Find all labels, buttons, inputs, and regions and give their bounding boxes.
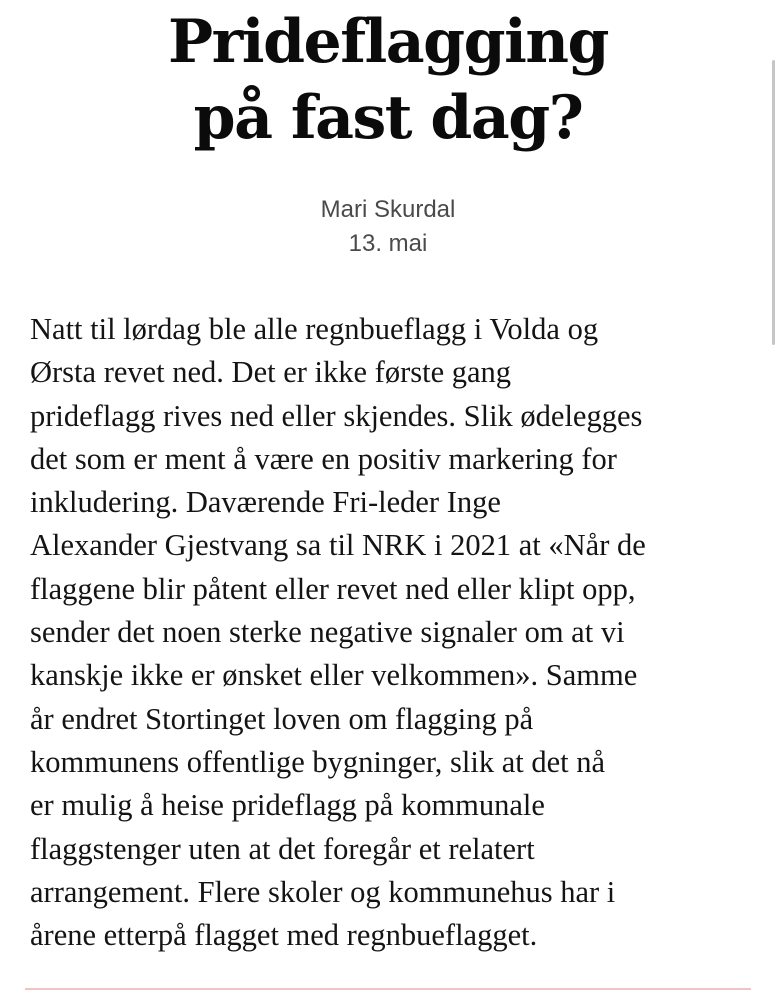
body-line: kommunens offentlige bygninger, slik at det nå xyxy=(30,744,606,779)
scrollbar-thumb[interactable] xyxy=(772,60,775,345)
scrollbar[interactable] xyxy=(770,0,776,1000)
body-line: Alexander Gjestvang sa til NRK i 2021 at «Når de xyxy=(30,528,646,563)
body-line: prideflagg rives ned eller skjendes. Slik ødelegges xyxy=(30,398,643,433)
body-line: arrangement. Flere skoler og kommunehus har i xyxy=(30,874,616,909)
body-line: flaggene blir påtent eller revet ned eller klipt opp, xyxy=(30,571,636,606)
section-divider xyxy=(25,988,751,990)
body-line: sender det noen sterke negative signaler om at vi xyxy=(30,615,625,650)
body-line: flaggstenger uten at det foregår et relatert xyxy=(30,831,535,866)
body-line: Natt til lørdag ble alle regnbueflagg i Volda og xyxy=(30,312,599,346)
author-name[interactable]: Mari Skurdal xyxy=(320,196,456,223)
title-line-1: Prideflagging xyxy=(168,7,608,77)
body-line: er mulig å heise prideflagg på kommunale xyxy=(30,788,545,823)
publish-date: 13. mai xyxy=(348,230,428,257)
article-title xyxy=(0,4,776,156)
body-line: kanskje ikke er ønsket eller velkommen». Samme xyxy=(30,658,638,693)
body-line: år endret Stortinget loven om flagging på xyxy=(30,701,534,736)
body-line: inkludering. Daværende Fri-leder Inge xyxy=(30,485,501,520)
body-line: det som er ment å være en positiv markering for xyxy=(30,441,617,476)
article-body xyxy=(30,308,760,957)
byline xyxy=(0,193,776,261)
title-line-2: på fast dag? xyxy=(193,83,583,153)
body-line: årene etterpå flagget med regnbueflagget. xyxy=(30,918,538,953)
body-line: Ørsta revet ned. Det er ikke første gang xyxy=(30,355,512,390)
